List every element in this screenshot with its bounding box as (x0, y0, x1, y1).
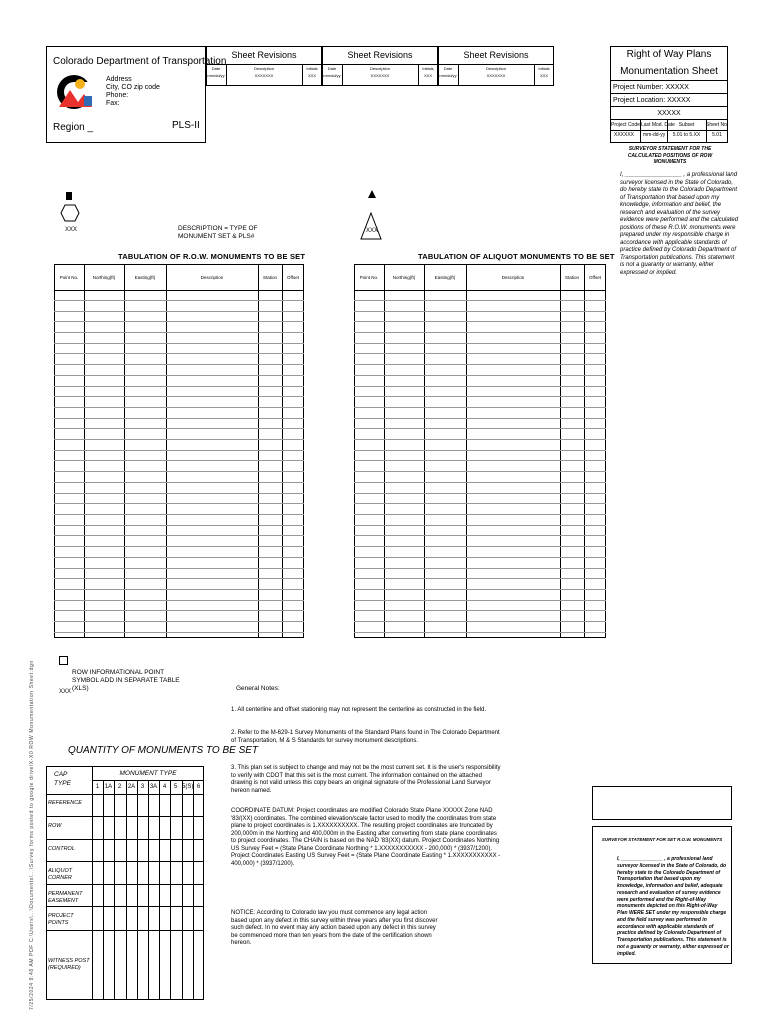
row_table-row-line (54, 525, 304, 526)
surveyor-calc-body: I, _________________ , a professional land surveyor licensed in the State of Colorado, do hereby state to the Colorado Department of Transportation that based upon my knowledge, information and belief, the research and evaluation of the survey evidence were performed and the calculated positions of these R.O.W. monuments were prepared under my responsible charge in accordance with applicable standards of practice defined by Colorado Department of Transportation publications. This statement is not a guaranty or warranty, either expressed or implied. (620, 172, 739, 276)
type-col-1: 1A (104, 784, 113, 790)
aliquot_table-row-line (354, 482, 606, 483)
triangle-monument-icon (368, 190, 376, 198)
row_table-row-line (54, 610, 304, 611)
cap-type-label-2: TYPE (54, 780, 71, 787)
row_table-row-line (54, 568, 304, 569)
quantity-row-label: REFERENCE (48, 800, 82, 806)
aliquot_table-row-line (354, 589, 606, 590)
sheet-revisions-title: Sheet Revisions (231, 50, 297, 60)
row-table-title: TABULATION OF R.O.W. MONUMENTS TO BE SET (118, 252, 306, 261)
row_table-row-line (54, 343, 304, 344)
row_table-row-line (54, 428, 304, 429)
hexagon-monument-icon (60, 204, 80, 222)
aliquot_table-row-line (354, 578, 606, 579)
row_table-row-line (54, 364, 304, 365)
surveyor-calc-title: SURVEYOR STATEMENT FOR THE CALCULATED POSITIONS OF ROW MONUMENTS (627, 146, 713, 165)
rev-col-init: Initials (422, 66, 434, 71)
general-notes-title: General Notes: (236, 685, 280, 692)
rev-row-desc: XXXXXXX (486, 73, 506, 78)
blank-box (592, 786, 732, 820)
aliquot_table-row-line (354, 632, 606, 633)
val-sheet-no: 5.01 (712, 132, 722, 138)
sheet-revisions-title: Sheet Revisions (463, 50, 529, 60)
rev-col-date: Date (443, 66, 453, 71)
rev-col-date: Date (211, 66, 221, 71)
row_table-header-cell: Point No. (59, 275, 79, 280)
plan-title: Right of Way Plans (626, 49, 712, 60)
notice: NOTICE: According to Colorado law you must commence any legal action based upon any defect in this survey within three years after you first discover such defect. In no event may any action based upon any defect in this survey be commenced more than ten years from the date of the certification shown hereon. (231, 910, 438, 946)
aliquot_table-header-cell: Offset (589, 275, 601, 280)
note-1: 1. All centerline and offset stationing may not represent the centerline as constructed in the field. (231, 707, 487, 713)
project-number: Project Number: XXXXX (613, 84, 689, 91)
quantity-row-label: ALIQUOT CORNER (48, 868, 73, 881)
row_table-row-line (54, 600, 304, 601)
region-label: Region _ (53, 122, 94, 133)
row_table-row-line (54, 546, 304, 547)
val-subset: 5.01 to 5.XX (672, 132, 701, 138)
aliquot_table-header-cell: Station (564, 275, 579, 280)
aliquot_table-header-cell: Point No. (359, 275, 379, 280)
row_table-row-line (54, 493, 304, 494)
rev-row-desc: XXXXXXX (254, 73, 274, 78)
aliquot_table-row-line (354, 621, 606, 622)
row_table-header-cell: Northing(ft) (92, 275, 116, 280)
row_table-row-line (54, 396, 304, 397)
type-col-2: 2 (117, 784, 122, 790)
aliquot_table-header-cell: Northing(ft) (392, 275, 416, 280)
title-block (610, 46, 728, 143)
row_table-header-cell: Station (262, 275, 277, 280)
col-last-mod: Last Mod. Date (641, 122, 675, 128)
file-path-vertical: 7/25/2024 9:48 AM PDF C:\Users\...\Documents\...\Survey forms posted to google drive\X-X0 ROW Monumentation Sheet.dgn (29, 660, 35, 1010)
aliquot_table-row-line (354, 503, 606, 504)
row_table-row-line (54, 418, 304, 419)
quantity-row-label: WITNESS POST (REQUIRED) (48, 958, 90, 971)
square-monument-icon (66, 192, 72, 200)
type-col-0: 1 (95, 784, 100, 790)
aliquot-table-title: TABULATION OF ALIQUOT MONUMENTS TO BE SET (418, 252, 615, 261)
pls-label: PLS-II (172, 120, 200, 131)
rev-row-desc: XXXXXXX (370, 73, 390, 78)
col-project-code: Project Code (611, 122, 640, 128)
rev-col-init: Initials (538, 66, 550, 71)
aliquot_table-row-line (354, 450, 606, 451)
type-col-9: 6 (196, 784, 201, 790)
rev-col-desc: Description (485, 66, 506, 71)
aliquot_table-row-line (354, 460, 606, 461)
val-project-code: XXXXXX (614, 132, 635, 138)
aliquot_table-row-line (354, 311, 606, 312)
row_table-row-line (54, 514, 304, 515)
row_table-row-line (54, 503, 304, 504)
col-subset: Subset (678, 122, 695, 128)
aliquot_table-row-line (354, 471, 606, 472)
coordinate-datum: COORDINATE DATUM: Project coordinates are modified Colorado State Plane XXXXX Zone NAD '83/(XX) coordinates. The combined elevation/scale factor used to modify the coordinates from state plane to project coordinates is 1.XXXXXXXXXX. The resulting project coordinates are truncated by 200,000m in the Northing and 400,000m in the Easting after converting from state plane coordinates to project coordinates. The CHAIN is based on the NAD '83(XX) datum. Project Coordinates Northing US Survey Feet = (State Plane Coordinate Northing * 1.XXXXXXXXXXX - 200,000) * (3937/1200). Project Coordinates Easting US Survey Feet = (State Plane Coordinate Easting * 1.XXXXXXXXXXX - 400,000) * (3937/1200). (231, 808, 501, 867)
rev-row-init: XXX (307, 73, 316, 78)
project-location: Project Location: XXXXX (613, 97, 691, 104)
aliquot_table-row-line (354, 332, 606, 333)
row_table-header-cell: Description (200, 275, 224, 280)
aliquot_table-row-line (354, 375, 606, 376)
aliquot_table-row-line (354, 493, 606, 494)
rev-row-date: mm/dd/yy (323, 73, 341, 78)
row_table-row-line (54, 300, 304, 301)
row_table-row-line (54, 407, 304, 408)
rev-col-init: Initials (306, 66, 318, 71)
rev-col-date: Date (327, 66, 337, 71)
quantity-row-label: PERMANENT EASEMENT (48, 891, 83, 904)
row_table-header-cell: Offset (287, 275, 299, 280)
aliquot_table-row-line (354, 439, 606, 440)
aliquot_table-row-line (354, 353, 606, 354)
surveyor-set-title: SURVEYOR STATEMENT FOR SET R.O.W. MONUMENTS (601, 837, 723, 842)
type-col-4: 3 (140, 784, 145, 790)
address-line-2: City, CO zip code (106, 84, 160, 91)
row_table-row-line (54, 557, 304, 558)
aliquot_table-row-line (354, 364, 606, 365)
row_table-row-line (54, 375, 304, 376)
sheet-revisions-title: Sheet Revisions (347, 50, 413, 60)
row_table-row-line (54, 311, 304, 312)
aliquot_table-row-line (354, 321, 606, 322)
description-legend: DESCRIPTION = TYPE OF MONUMENT SET & PLS# (178, 225, 258, 241)
row_table-row-line (54, 321, 304, 322)
aliquot_table-row-line (354, 557, 606, 558)
aliquot_table-row-line (354, 343, 606, 344)
address-line-1: Address (106, 76, 132, 83)
type-col-5: 3A (149, 784, 158, 790)
note-2: 2. Refer to the M-629-1 Survey Monuments of the Standard Plans found in The Colorado Department of Transportation, M & S Standards for survey monument descriptions. (231, 730, 500, 744)
note-3: 3. This plan set is subject to change and may not be the most current set. It is the user's responsibility to verify with CDOT that this set is the most current. The information contained on the attached drawing is not valid unless this copy bears an original signature of the Professional Land Surveyor hereon named. (231, 765, 501, 794)
aliquot-triangle-icon (360, 212, 382, 240)
quantity-row-label: PROJECT POINTS (48, 913, 74, 926)
quantity-row-label: ROW (48, 823, 62, 829)
aliquot_table-row-line (354, 600, 606, 601)
rev-col-desc: Description (369, 66, 390, 71)
type-col-7: 5 (173, 784, 178, 790)
aliquot_table-header-cell: Description (501, 275, 525, 280)
aliquot_table-row-line (354, 418, 606, 419)
row_table-row-line (54, 589, 304, 590)
row_table-row-line (54, 450, 304, 451)
col-sheet-no: Sheet No. (706, 122, 729, 128)
quantity-title: QUANTITY OF MONUMENTS TO BE SET (68, 745, 259, 756)
rev-col-desc: Description (253, 66, 274, 71)
row_table-row-line (54, 621, 304, 622)
row_table-row-line (54, 386, 304, 387)
rev-row-date: mm/dd/yy (207, 73, 225, 78)
surveyor-set-body: I, _______________ , a professional land surveyor licensed in the State of Colorado, do hereby state to the Colorado Department of Transportation that based upon my knowledge, information and belief, adequate research and evaluation of survey evidence were performed and the Right-of-Way monuments depicted on this Right-of-Way Plan WERE SET under my responsible charge and the field survey was performed in accordance with applicable standards of practice defined by Colorado Department of Transportation publications. This statement is not a guaranty or warranty, either expressed or implied. (617, 856, 729, 957)
type-col-3: 2A (127, 784, 136, 790)
row_table-row-line (54, 332, 304, 333)
address-line-4: Fax: (106, 100, 120, 107)
aliquot_table-header-cell: Easting(ft) (434, 275, 456, 280)
aliquot_table-row-line (354, 568, 606, 569)
cap-type-label: CAP (54, 771, 68, 778)
aliquot_table-row-line (354, 546, 606, 547)
type-col-8: 5(S) (182, 784, 194, 790)
row_table-row-line (54, 578, 304, 579)
quantity-row-label: CONTROL (48, 846, 75, 852)
aliquot_table-row-line (354, 535, 606, 536)
info-point-icon (59, 656, 68, 665)
row_table-row-line (54, 353, 304, 354)
rev-row-init: XXX (423, 73, 432, 78)
project-xxxxx: XXXXX (657, 110, 681, 117)
hexagon-label: XXX (65, 227, 78, 233)
triangle-label: XXX (366, 228, 379, 234)
type-col-6: 4 (162, 784, 167, 790)
aliquot_table-row-line (354, 514, 606, 515)
val-last-mod: mm-dd-yy (643, 132, 666, 138)
aliquot_table-row-line (354, 300, 606, 301)
aliquot_table-row-line (354, 525, 606, 526)
cdot-logo (54, 72, 94, 112)
rev-row-date: mm/dd/yy (439, 73, 457, 78)
row_table-row-line (54, 460, 304, 461)
rev-row-init: XXX (539, 73, 548, 78)
row_table-row-line (54, 482, 304, 483)
row_table-row-line (54, 439, 304, 440)
address-line-3: Phone: (106, 92, 129, 99)
aliquot_table-row-line (354, 407, 606, 408)
aliquot_table-row-line (354, 428, 606, 429)
sheet-title: Monumentation Sheet (620, 66, 718, 77)
monument-type-label: MONUMENT TYPE (119, 770, 177, 777)
aliquot_table-row-line (354, 386, 606, 387)
info-point-legend: ROW INFORMATIONAL POINT SYMBOL ADD IN SEPARATE TABLE (XLS) (72, 669, 180, 693)
row_table-row-line (54, 471, 304, 472)
row_table-header-cell: Easting(ft) (134, 275, 156, 280)
aliquot_table-row-line (354, 610, 606, 611)
org-name: Colorado Department of Transportation (53, 56, 227, 67)
row_table-row-line (54, 535, 304, 536)
info-point-xxx: XXX (59, 689, 72, 695)
aliquot_table-row-line (354, 396, 606, 397)
row_table-row-line (54, 632, 304, 633)
